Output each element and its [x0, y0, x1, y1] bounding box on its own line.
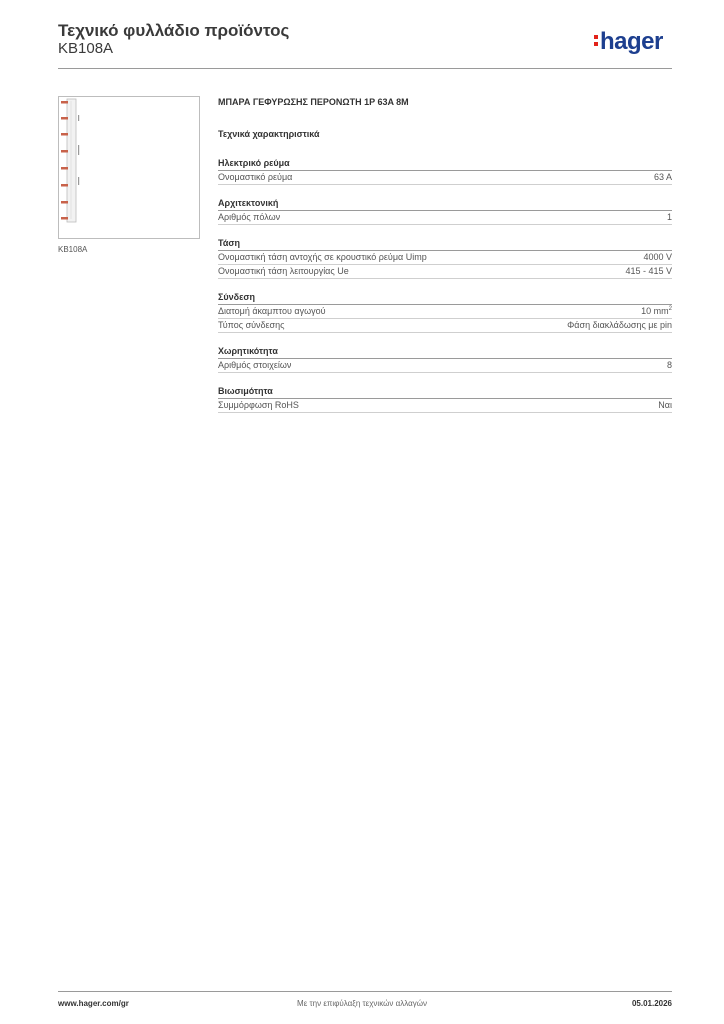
product-image	[58, 96, 200, 239]
image-caption: KB108A	[58, 245, 88, 254]
spec-label: Αριθμός πόλων	[218, 212, 281, 222]
spec-label: Τύπος σύνδεσης	[218, 320, 285, 330]
spec-value: Ναι	[658, 400, 672, 410]
spec-row	[218, 319, 672, 333]
spec-label: Ονομαστική τάση αντοχής σε κρουστικό ρεύμα Uimp	[218, 252, 427, 262]
section-title: Τεχνικά χαρακτηριστικά	[218, 129, 320, 139]
spec-group-architecture	[218, 198, 672, 225]
spec-value: 415 - 415 V	[625, 266, 672, 276]
spec-value: 1	[666, 212, 672, 222]
group-title: Σύνδεση	[218, 292, 672, 305]
group-title: Βιωσιμότητα	[218, 386, 672, 399]
spec-group-current	[218, 158, 672, 185]
spec-row	[218, 211, 672, 225]
footer-date: 05.01.2026	[631, 999, 672, 1008]
spec-row	[218, 251, 672, 265]
group-title: Ηλεκτρικό ρεύμα	[218, 158, 672, 171]
spec-label: Αριθμός στοιχείων	[218, 360, 292, 370]
group-title: Χωρητικότητα	[218, 346, 672, 359]
logo-text: hager	[600, 28, 663, 55]
header-divider	[58, 68, 672, 69]
logo-dots-icon	[594, 32, 598, 49]
footer-notice: Με την επιφύλαξη τεχνικών αλλαγών	[297, 999, 427, 1008]
product-code: KB108A	[58, 40, 114, 57]
spec-group-capacity	[218, 346, 672, 373]
spec-value: Φάση διακλάδωσης με pin	[567, 320, 672, 330]
spec-value-superscript: 2	[668, 306, 672, 312]
spec-label: Διατομή άκαμπτου αγωγού	[218, 306, 326, 316]
spec-value: 8	[666, 360, 672, 370]
spec-value: 10 mm	[641, 306, 669, 316]
spec-group-connection	[218, 292, 672, 333]
footer-divider	[58, 991, 672, 992]
hager-logo	[594, 28, 663, 56]
spec-label: Ονομαστική τάση λειτουργίας Ue	[218, 266, 349, 276]
spec-row	[218, 359, 672, 373]
document-title: Τεχνικό φυλλάδιο προϊόντος	[58, 21, 290, 40]
product-name: ΜΠΑΡΑ ΓΕΦΥΡΩΣΗΣ ΠΕΡΟΝΩΤΗ 1P 63A 8M	[218, 97, 409, 107]
busbar-illustration	[59, 97, 199, 238]
group-title: Αρχιτεκτονική	[218, 198, 672, 211]
spec-value-wrap	[641, 305, 672, 318]
spec-label: Ονομαστικό ρεύμα	[218, 172, 293, 182]
spec-content	[218, 97, 672, 426]
spec-group-voltage	[218, 238, 672, 279]
spec-group-sustainability	[218, 386, 672, 413]
spec-label: Συμμόρφωση RoHS	[218, 400, 299, 410]
spec-value: 4000 V	[643, 252, 672, 262]
footer-website-link[interactable]: www.hager.com/gr	[58, 999, 129, 1008]
spec-row	[218, 265, 672, 279]
group-title: Τάση	[218, 238, 672, 251]
spec-row	[218, 399, 672, 413]
spec-value: 63 A	[653, 172, 672, 182]
spec-row	[218, 305, 672, 319]
spec-row	[218, 171, 672, 185]
